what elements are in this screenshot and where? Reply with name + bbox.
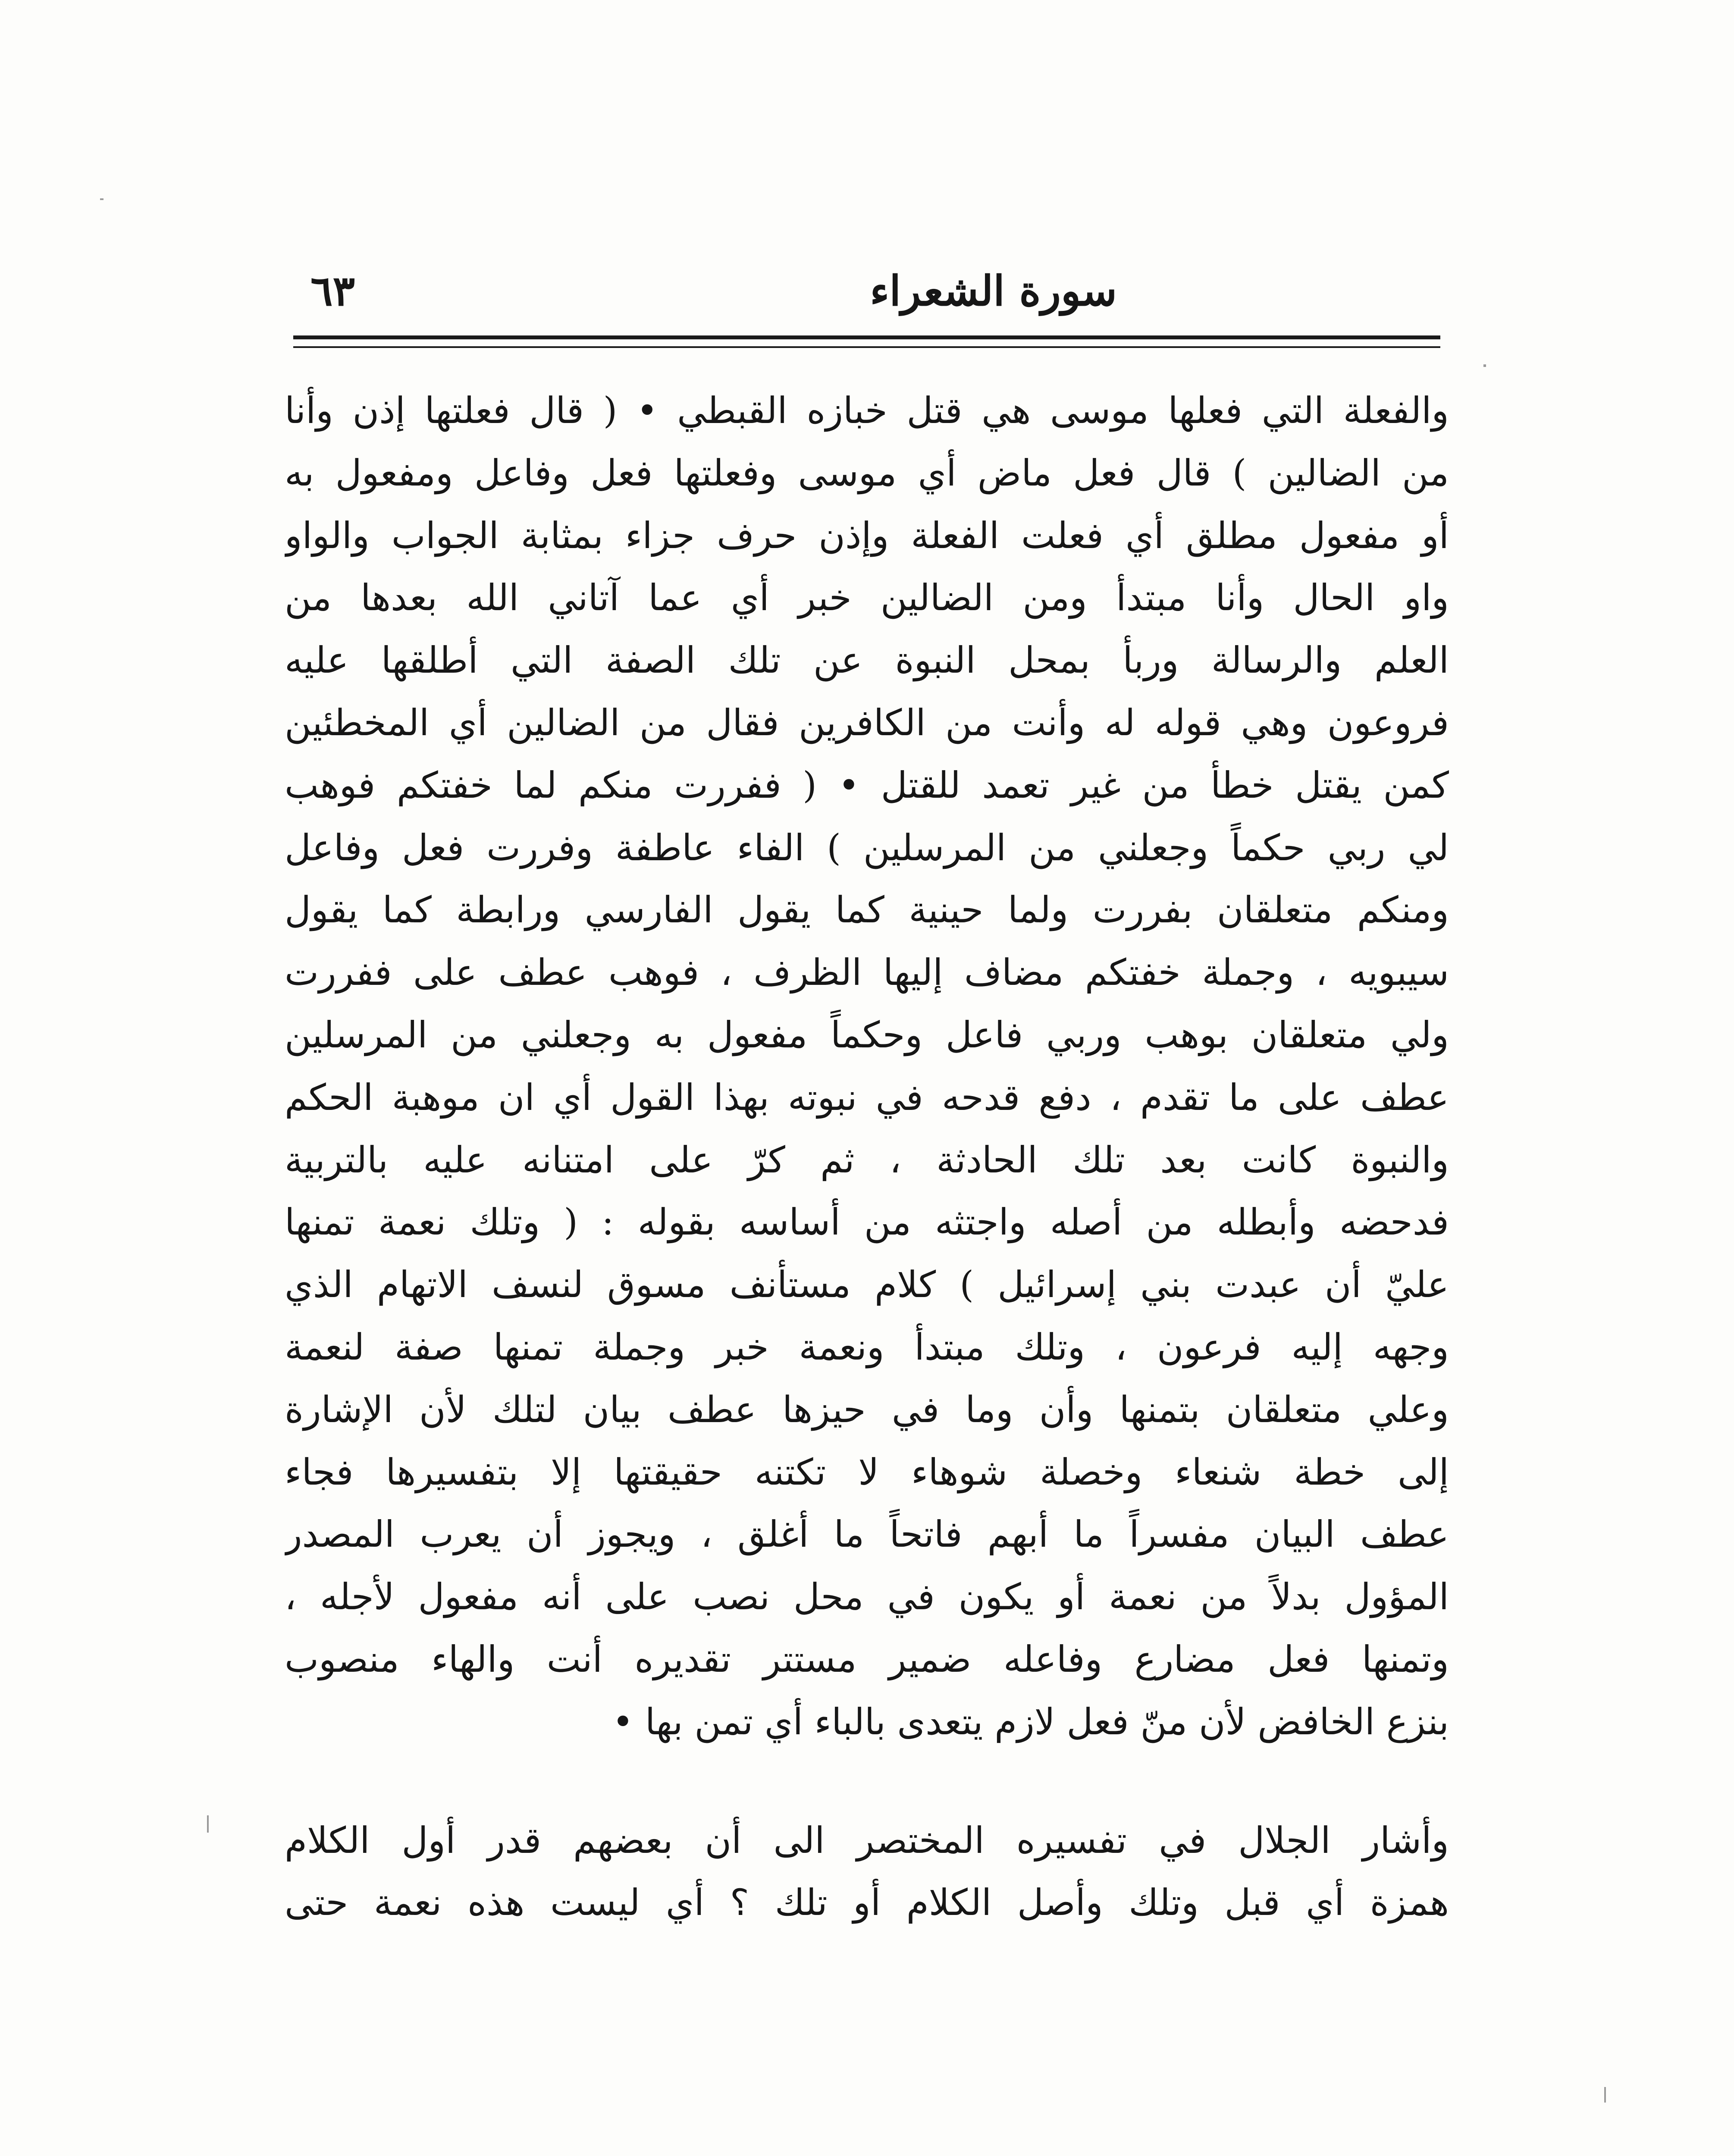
text-line: وتمنها فعل مضارع وفاعله ضمير مستتر تقديره أنت والهاء منصوب [285, 1638, 1449, 1680]
text-line: فروعون وهي قوله له وأنت من الكافرين فقال من الضالين أي المخطئين [285, 701, 1449, 744]
text-line: لي ربي حكماً وجعلني من المرسلين ) الفاء عاطفة وفررت فعل وفاعل [285, 826, 1449, 869]
text-line: إلى خطة شنعاء وخصلة شوهاء لا تكتنه حقيقتها إلا بتفسيرها فجاء [285, 1451, 1449, 1493]
text-line: أو مفعول مطلق أي فعلت الفعلة وإذن حرف جزاء بمثابة الجواب والواو [285, 514, 1449, 557]
text-line: عطف البيان مفسراً ما أبهم فاتحاً ما أغلق ، ويجوز أن يعرب المصدر [285, 1513, 1449, 1556]
text-line: عليّ أن عبدت بني إسرائيل ) كلام مستأنف مسوق لنسف الاتهام الذي [285, 1263, 1449, 1306]
text-line: فدحضه وأبطله من أصله واجتثه من أساسه بقوله : ( وتلك نعمة تمنها [285, 1201, 1449, 1244]
scan-speck [100, 198, 103, 200]
text-line: ومنكم متعلقان بفررت ولما حينية كما يقول الفارسي ورابطة كما يقول [285, 889, 1449, 931]
scan-speck [1483, 364, 1486, 367]
text-line: واو الحال وأنا مبتدأ ومن الضالين خبر أي عما آتاني الله بعدها من [285, 577, 1449, 619]
text-line: عطف على ما تقدم ، دفع قدحه في نبوته بهذا القول أي ان موهبة الحكم [285, 1076, 1449, 1119]
text-line: والفعلة التي فعلها موسى هي قتل خبازه القبطي • ( قال فعلتها إذن وأنا [285, 389, 1449, 432]
paragraph-1 [285, 379, 1449, 1753]
paragraph-gap [285, 1753, 1449, 1809]
text-line: العلم والرسالة وربأ بمحل النبوة عن تلك الصفة التي أطلقها عليه [285, 639, 1449, 682]
page-number: ٦٣ [310, 266, 355, 315]
text-line: والنبوة كانت بعد تلك الحادثة ، ثم كرّ على امتنانه عليه بالتربية [285, 1138, 1449, 1181]
header-rule-thin [293, 346, 1440, 348]
header-rule-thick [293, 335, 1440, 339]
text-line: وأشار الجلال في تفسيره المختصر الى أن بعضهم قدر أول الكلام [285, 1819, 1449, 1861]
running-header [293, 259, 1440, 332]
text-line: المؤول بدلاً من نعمة أو يكون في محل نصب على أنه مفعول لأجله ، [285, 1576, 1449, 1618]
text-line: همزة أي قبل وتلك وأصل الكلام أو تلك ؟ أي ليست هذه نعمة حتى [285, 1881, 1449, 1924]
text-line: وجهه إليه فرعون ، وتلك مبتدأ ونعمة خبر وجملة تمنها صفة لنعمة [285, 1326, 1449, 1368]
body-text [285, 379, 1449, 1934]
text-line: بنزع الخافض لأن منّ فعل لازم يتعدى بالباء أي تمن بها • [612, 1700, 1449, 1743]
text-line: ولي متعلقان بوهب وربي فاعل وحكماً مفعول به وجعلني من المرسلين [285, 1013, 1449, 1056]
paragraph-2 [285, 1809, 1449, 1934]
text-line: وعلي متعلقان بتمنها وأن وما في حيزها عطف بيان لتلك لأن الإشارة [285, 1388, 1449, 1431]
scan-speck [1604, 2087, 1606, 2103]
scan-speck [207, 1815, 209, 1833]
text-line: كمن يقتل خطأ من غير تعمد للقتل • ( ففررت منكم لما خفتكم فوهب [285, 764, 1449, 806]
text-line: من الضالين ) قال فعل ماض أي موسى وفعلتها فعل وفاعل ومفعول به [285, 451, 1449, 494]
text-line: سيبويه ، وجملة خفتكم مضاف إليها الظرف ، فوهب عطف على ففررت [285, 951, 1449, 994]
chapter-title: سورة الشعراء [870, 266, 1117, 315]
